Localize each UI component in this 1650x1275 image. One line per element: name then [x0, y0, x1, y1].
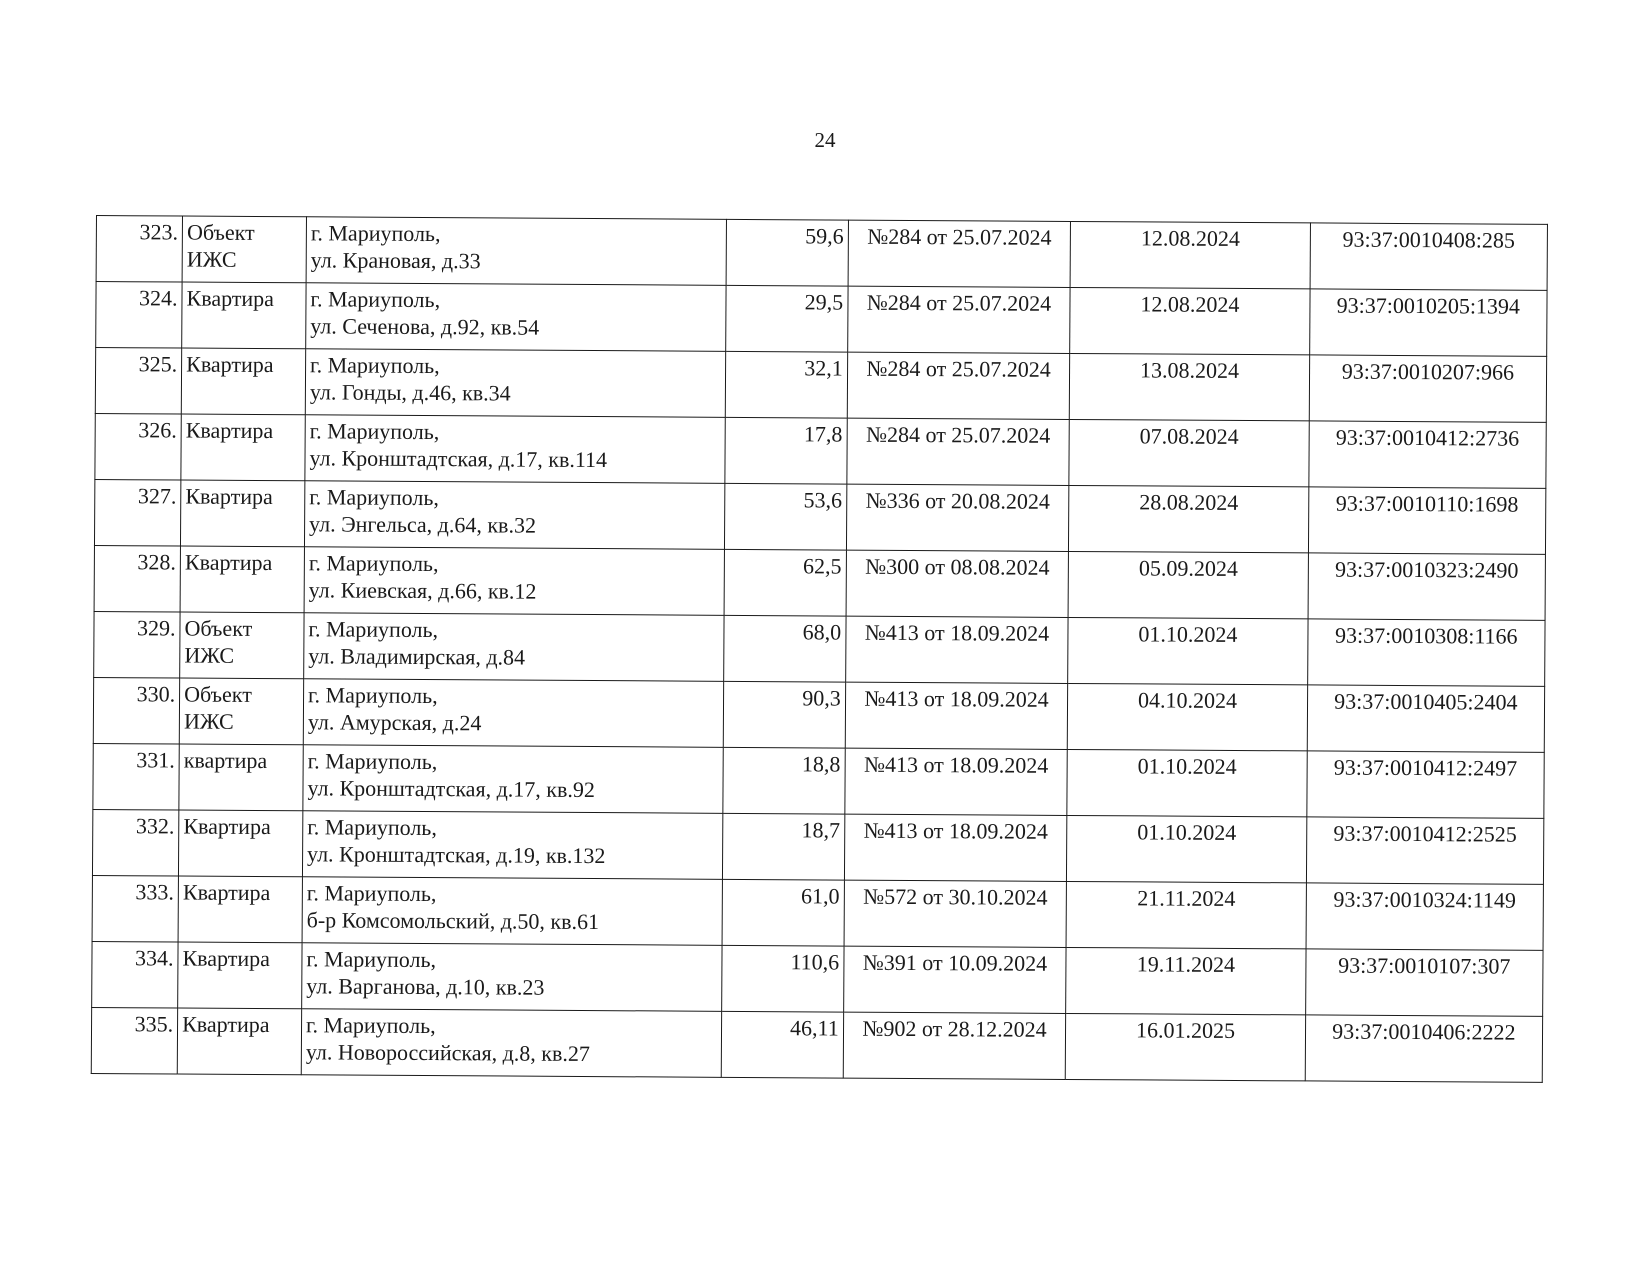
address-cell	[302, 877, 722, 946]
cadastral-number: 93:37:0010107:307	[1338, 952, 1511, 979]
address-line: ул. Новороссийская, д.8, кв.27	[305, 1039, 590, 1067]
cadastral-number: 93:37:0010205:1394	[1336, 292, 1521, 319]
address-line: ул. Энгельса, д.64, кв.32	[309, 511, 537, 538]
address-line: г. Мариуполь,	[306, 880, 437, 907]
address-line: г. Мариуполь,	[307, 814, 437, 841]
area-value: 68,0	[802, 619, 842, 645]
registry-table-wrapper	[91, 215, 1548, 1083]
cadastral-cell	[1306, 883, 1544, 950]
object-type-line: Объект	[184, 615, 253, 641]
cadastral-number: 93:37:0010412:2736	[1335, 424, 1520, 451]
row-number: 324.	[139, 285, 178, 311]
area-value: 18,7	[801, 817, 841, 843]
address-line: г. Мариуполь,	[310, 220, 441, 247]
address-line: г. Мариуполь,	[309, 418, 440, 445]
table-row	[92, 941, 1543, 1016]
row-number-cell	[95, 348, 181, 415]
address-line: г. Мариуполь,	[307, 682, 438, 709]
table-row	[93, 743, 1544, 818]
table-row	[92, 809, 1543, 884]
date-cell	[1068, 551, 1308, 618]
address-cell	[305, 349, 725, 418]
object-type-line: Квартира	[186, 285, 275, 312]
decision-ref: №413 от 18.09.2024	[864, 619, 1050, 646]
date-cell	[1069, 419, 1309, 486]
registration-date: 12.08.2024	[1140, 225, 1240, 251]
registration-date: 16.01.2025	[1135, 1017, 1236, 1043]
date-cell	[1068, 683, 1308, 750]
row-number-cell	[95, 413, 181, 480]
decision-cell	[847, 352, 1070, 419]
registry-table-body	[91, 216, 1547, 1083]
registration-date: 05.09.2024	[1138, 555, 1238, 581]
area-value: 18,8	[801, 751, 841, 777]
row-number-cell	[91, 1007, 177, 1074]
area-cell	[723, 681, 845, 748]
object-type-cell	[179, 810, 303, 877]
area-value: 17,8	[803, 421, 843, 447]
row-number-cell	[94, 611, 180, 678]
registration-date: 12.08.2024	[1140, 291, 1240, 317]
object-type-cell	[181, 348, 305, 415]
page-number: 24	[814, 128, 836, 152]
object-type-line: Квартира	[182, 879, 271, 906]
object-type-cell	[182, 216, 306, 283]
decision-cell	[844, 880, 1067, 947]
decision-cell	[843, 1012, 1066, 1079]
row-number: 328.	[137, 549, 177, 575]
object-type-line: ИЖС	[186, 246, 237, 272]
row-number: 331.	[136, 747, 175, 773]
address-cell	[304, 481, 724, 550]
row-number: 326.	[138, 417, 177, 443]
object-type-cell	[182, 282, 306, 349]
address-line: ул. Крановая, д.33	[310, 247, 481, 274]
cadastral-number: 93:37:0010207:966	[1341, 358, 1515, 385]
date-cell	[1069, 485, 1309, 552]
cadastral-cell	[1305, 949, 1543, 1016]
date-cell	[1066, 881, 1306, 948]
area-cell	[725, 417, 847, 484]
object-type-cell	[178, 942, 302, 1009]
cadastral-cell	[1309, 289, 1547, 356]
area-value: 46,11	[790, 1015, 839, 1041]
table-row	[96, 282, 1547, 357]
area-value: 61,0	[801, 883, 840, 909]
decision-ref: №336 от 20.08.2024	[865, 487, 1051, 514]
row-number: 323.	[139, 219, 179, 245]
object-type-cell	[180, 546, 304, 613]
cadastral-number: 93:37:0010324:1149	[1333, 886, 1517, 913]
decision-cell	[846, 484, 1069, 551]
row-number: 327.	[137, 483, 177, 509]
decision-cell	[845, 616, 1068, 683]
address-cell	[306, 283, 726, 352]
registry-table	[91, 215, 1548, 1083]
row-number-cell	[92, 875, 178, 942]
cadastral-number: 93:37:0010405:2404	[1334, 688, 1518, 715]
address-cell	[303, 679, 723, 748]
row-number: 332.	[135, 813, 175, 839]
cadastral-cell	[1309, 421, 1547, 488]
object-type-cell	[181, 414, 305, 481]
decision-cell	[845, 748, 1068, 815]
date-cell	[1068, 617, 1308, 684]
address-line: г. Мариуполь,	[309, 484, 439, 511]
area-cell	[724, 615, 846, 682]
date-cell	[1066, 1013, 1306, 1080]
table-row	[95, 348, 1546, 423]
date-cell	[1066, 947, 1306, 1014]
cadastral-cell	[1309, 355, 1547, 422]
decision-ref: №284 от 25.07.2024	[866, 355, 1051, 382]
cadastral-cell	[1307, 751, 1545, 818]
registration-date: 19.11.2024	[1136, 951, 1236, 977]
address-cell	[305, 415, 725, 484]
address-line: ул. Гонды, д.46, кв.34	[309, 379, 511, 406]
object-type-line: Квартира	[183, 813, 271, 840]
row-number-cell	[94, 479, 180, 546]
decision-cell	[848, 220, 1071, 287]
address-line: г. Мариуполь,	[306, 946, 437, 973]
row-number-cell	[92, 809, 178, 876]
cadastral-number: 93:37:0010110:1698	[1335, 490, 1519, 517]
row-number: 334.	[134, 945, 174, 971]
area-value: 59,6	[805, 223, 844, 249]
cadastral-cell	[1308, 487, 1546, 554]
object-type-line: Квартира	[182, 945, 271, 972]
registration-date: 07.08.2024	[1139, 423, 1239, 449]
address-cell	[303, 745, 723, 814]
address-line: г. Мариуполь,	[307, 748, 438, 775]
decision-ref: №284 от 25.07.2024	[867, 223, 1052, 250]
area-cell	[722, 813, 844, 880]
area-value: 32,1	[804, 355, 843, 381]
cadastral-number: 93:37:0010412:2497	[1333, 754, 1518, 781]
registration-date: 01.10.2024	[1138, 621, 1238, 647]
row-number-cell	[93, 743, 179, 810]
object-type-line: Объект	[184, 681, 252, 707]
decision-ref: №284 от 25.07.2024	[865, 421, 1051, 448]
object-type-line: Квартира	[186, 351, 274, 378]
registration-date: 28.08.2024	[1139, 489, 1239, 515]
area-value: 29,5	[804, 289, 844, 315]
area-cell	[725, 351, 847, 418]
decision-ref: №413 от 18.09.2024	[863, 751, 1049, 778]
table-row	[95, 413, 1546, 488]
decision-ref: №300 от 08.08.2024	[865, 553, 1050, 580]
area-cell	[724, 483, 846, 550]
cadastral-number: 93:37:0010412:2525	[1333, 820, 1517, 847]
cadastral-cell	[1310, 223, 1548, 290]
registration-date: 04.10.2024	[1137, 687, 1238, 713]
decision-cell	[847, 418, 1070, 485]
object-type-line: Объект	[186, 219, 255, 245]
area-value: 53,6	[803, 487, 843, 513]
cadastral-cell	[1307, 619, 1545, 686]
address-line: ул. Киевская, д.66, кв.12	[308, 577, 537, 604]
address-line: г. Мариуполь,	[310, 286, 441, 313]
row-number-cell	[96, 282, 182, 349]
address-line: г. Мариуполь,	[309, 352, 440, 379]
area-value: 90,3	[802, 685, 841, 711]
row-number-cell	[93, 677, 179, 744]
object-type-line: Квартира	[182, 1011, 270, 1038]
cadastral-cell	[1305, 1015, 1543, 1082]
decision-ref: №413 от 18.09.2024	[864, 685, 1049, 712]
area-value: 110,6	[790, 949, 840, 975]
decision-ref: №413 от 18.09.2024	[863, 817, 1049, 844]
object-type-line: Квартира	[185, 417, 274, 444]
object-type-cell	[177, 1008, 301, 1075]
decision-cell	[846, 550, 1069, 617]
cadastral-number: 93:37:0010308:1166	[1334, 622, 1518, 649]
date-cell	[1067, 815, 1307, 882]
row-number: 330.	[136, 681, 176, 707]
decision-cell	[844, 814, 1067, 881]
decision-cell	[843, 946, 1066, 1013]
address-line: ул. Кронштадтская, д.17, кв.114	[309, 445, 608, 473]
object-type-line: Квартира	[185, 483, 273, 510]
table-row	[92, 875, 1543, 950]
object-type-cell	[178, 876, 302, 943]
address-line: ул. Кронштадтская, д.17, кв.92	[307, 775, 595, 803]
address-line: ул. Кронштадтская, д.19, кв.132	[307, 841, 606, 869]
address-cell	[304, 547, 724, 616]
table-row	[96, 216, 1547, 291]
table-row	[94, 479, 1545, 554]
area-cell	[722, 879, 844, 946]
address-line: г. Мариуполь,	[308, 550, 439, 577]
row-number: 335.	[134, 1011, 174, 1037]
cadastral-cell	[1307, 685, 1545, 752]
row-number-cell	[92, 941, 178, 1008]
table-row	[94, 611, 1545, 686]
area-value: 62,5	[803, 553, 842, 579]
area-cell	[726, 285, 848, 352]
area-cell	[724, 549, 846, 616]
date-cell	[1070, 287, 1310, 354]
table-row	[94, 545, 1545, 620]
address-cell	[302, 811, 722, 880]
date-cell	[1070, 221, 1310, 288]
registration-date: 01.10.2024	[1137, 819, 1237, 845]
area-cell	[721, 1011, 843, 1078]
address-line: г. Мариуполь,	[305, 1012, 436, 1039]
decision-ref: №572 от 30.10.2024	[863, 883, 1048, 910]
decision-ref: №902 от 28.12.2024	[862, 1015, 1047, 1042]
object-type-cell	[179, 744, 303, 811]
registration-date: 21.11.2024	[1137, 885, 1236, 911]
object-type-cell	[181, 480, 305, 547]
decision-cell	[847, 286, 1070, 353]
cadastral-number: 93:37:0010406:2222	[1332, 1018, 1516, 1045]
area-cell	[723, 747, 845, 814]
decision-cell	[845, 682, 1068, 749]
object-type-line: ИЖС	[183, 708, 234, 734]
area-cell	[726, 219, 848, 286]
address-cell	[301, 1009, 721, 1078]
address-cell	[302, 943, 722, 1012]
address-line: ул. Сеченова, д.92, кв.54	[310, 313, 540, 340]
address-line: б-р Комсомольский, д.50, кв.61	[306, 907, 600, 935]
date-cell	[1070, 353, 1310, 420]
row-number: 333.	[135, 879, 175, 905]
date-cell	[1067, 749, 1307, 816]
address-line: ул. Варганова, д.10, кв.23	[306, 973, 545, 1000]
object-type-line: квартира	[183, 747, 268, 774]
address-cell	[306, 217, 726, 286]
row-number: 329.	[136, 615, 176, 641]
address-line: ул. Владимирская, д.84	[308, 643, 526, 670]
table-row	[91, 1007, 1542, 1082]
registration-date: 01.10.2024	[1137, 753, 1237, 779]
address-line: ул. Амурская, д.24	[307, 709, 482, 736]
area-cell	[722, 945, 844, 1012]
cadastral-cell	[1308, 553, 1546, 620]
cadastral-cell	[1306, 817, 1544, 884]
row-number-cell	[96, 216, 182, 283]
row-number: 325.	[138, 351, 178, 377]
cadastral-number: 93:37:0010323:2490	[1334, 556, 1519, 583]
address-cell	[304, 613, 724, 682]
registration-date: 13.08.2024	[1139, 357, 1240, 383]
row-number-cell	[94, 545, 180, 612]
object-type-cell	[179, 678, 303, 745]
decision-ref: №284 от 25.07.2024	[866, 289, 1052, 316]
table-row	[93, 677, 1544, 752]
cadastral-number: 93:37:0010408:285	[1342, 226, 1515, 253]
object-type-line: Квартира	[184, 549, 273, 576]
address-line: г. Мариуполь,	[308, 616, 439, 643]
object-type-line: ИЖС	[184, 642, 235, 668]
decision-ref: №391 от 10.09.2024	[862, 949, 1048, 976]
object-type-cell	[180, 612, 304, 679]
